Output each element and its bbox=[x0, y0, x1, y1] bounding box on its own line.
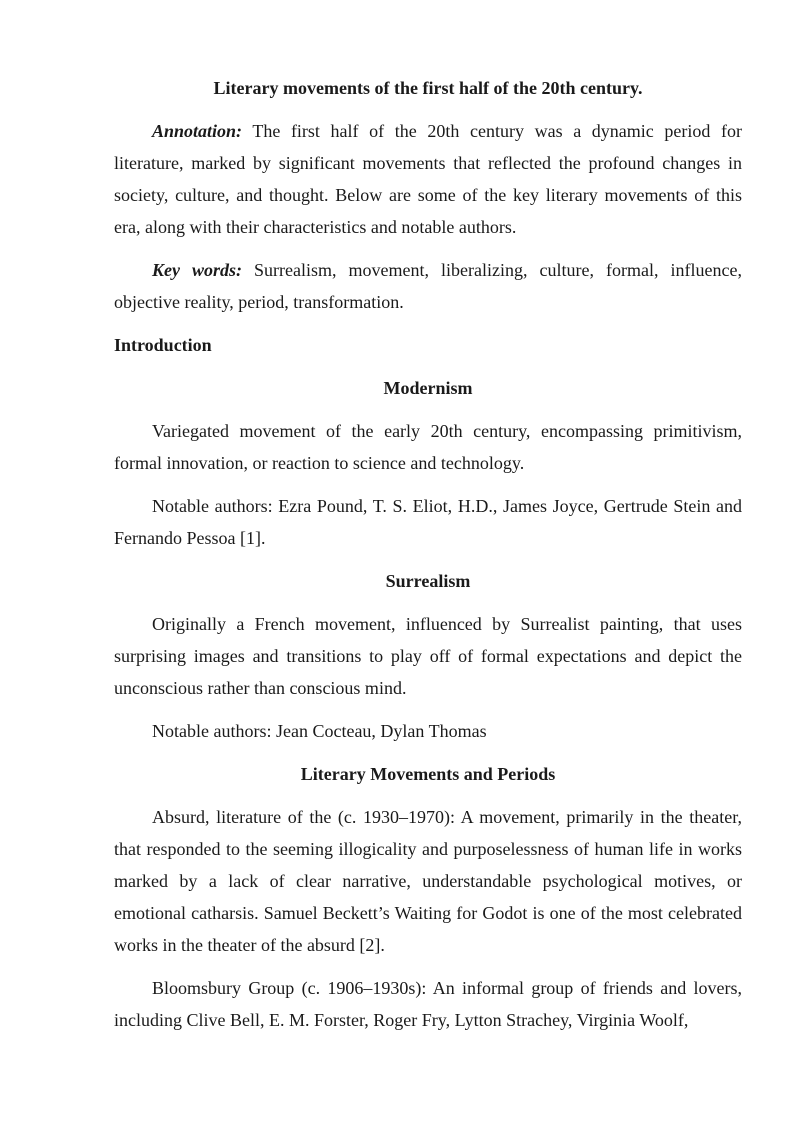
bloomsbury-paragraph: Bloomsbury Group (c. 1906–1930s): An informal group of friends and lovers, including Clive Bell, E. M. Forster, Roger Fry, Lytton Strachey, Virginia Woolf, bbox=[114, 978, 742, 1030]
modernism-authors: Notable authors: Ezra Pound, T. S. Eliot, H.D., James Joyce, Gertrude Stein and Fernando Pessoa [1]. bbox=[114, 496, 742, 548]
annotation-text: The first half of the 20th century was a dynamic period for literature, marked by significant movements that reflected the profound changes in society, culture, and thought. Below are some of the key literary movements of this era, along with their characteristics and notable authors. bbox=[114, 121, 742, 237]
modernism-description: Variegated movement of the early 20th century, encompassing primitivism, formal innovation, or reaction to science and technology. bbox=[114, 421, 742, 473]
surrealism-heading: Surrealism bbox=[385, 571, 471, 591]
document-page bbox=[114, 70, 742, 1047]
keywords-text: Surrealism, movement, liberalizing, culture, formal, influence, objective reality, period, transformation. bbox=[114, 260, 742, 312]
surrealism-description: Originally a French movement, influenced by Surrealist painting, that uses surprising images and transitions to play off of formal expectations and depict the unconscious rather than conscious mind. bbox=[114, 614, 742, 698]
keywords-label: Key words: bbox=[152, 260, 243, 280]
introduction-heading: Introduction bbox=[114, 335, 212, 355]
movements-heading: Literary Movements and Periods bbox=[300, 764, 556, 784]
modernism-heading: Modernism bbox=[383, 378, 473, 398]
surrealism-authors: Notable authors: Jean Cocteau, Dylan Thomas bbox=[152, 721, 487, 741]
keywords-paragraph bbox=[114, 254, 742, 318]
absurd-paragraph: Absurd, literature of the (c. 1930–1970): A movement, primarily in the theater, that responded to the seeming illogicality and purposelessness of human life in works marked by a lack of clear narrative, understandable psychological motives, or emotional catharsis. Samuel Beckett’s Waiting for Godot is one of the most celebrated works in the theater of the absurd [2]. bbox=[114, 807, 742, 955]
annotation-label: Annotation: bbox=[152, 121, 243, 141]
document-title: Literary movements of the first half of the 20th century. bbox=[213, 78, 643, 98]
annotation-paragraph bbox=[114, 115, 742, 243]
